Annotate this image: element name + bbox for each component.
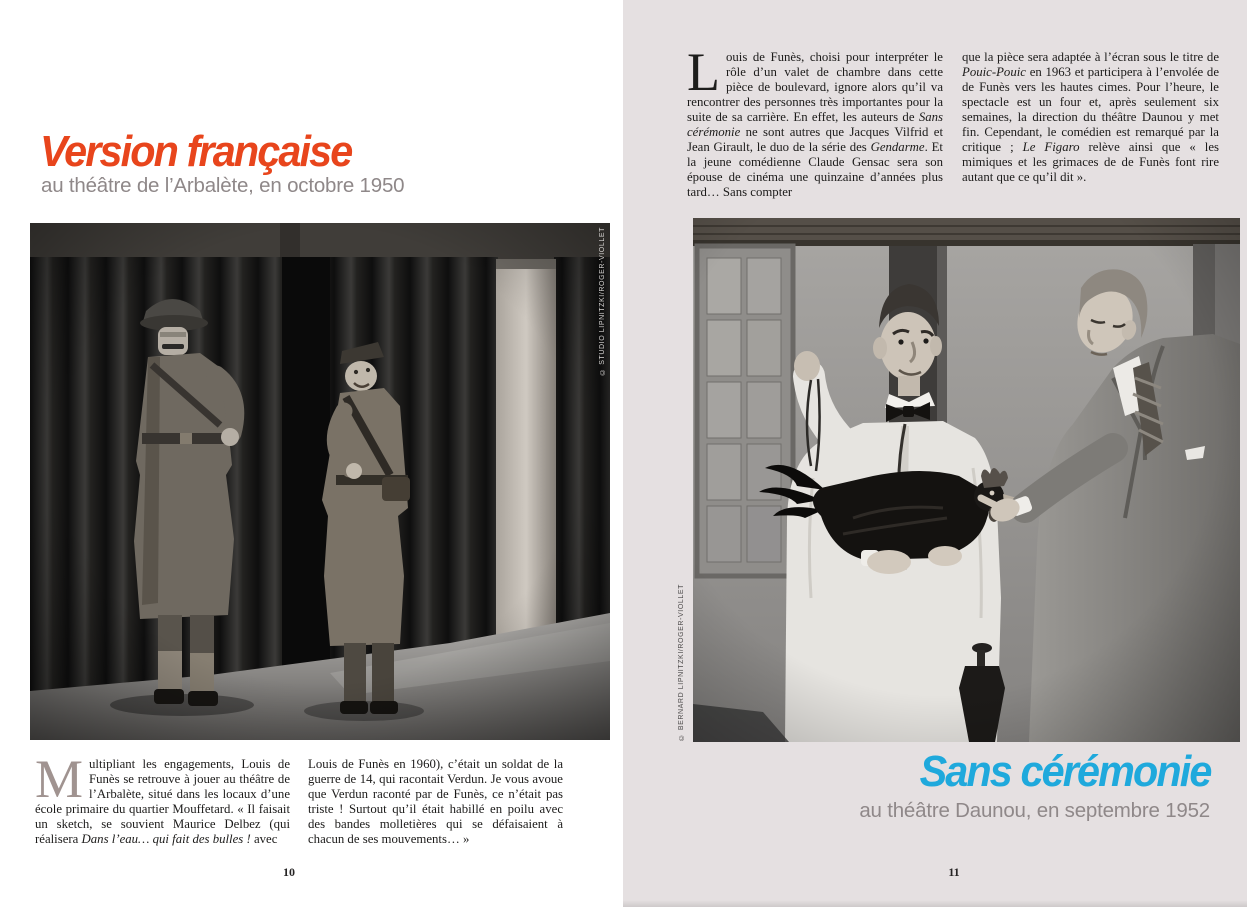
left-page-subtitle: au théâtre de l’Arbalète, en octobre 1950 — [41, 174, 405, 197]
left-photo-credit: © STUDIO LIPNITZKI/ROGER-VIOLLET — [599, 227, 606, 375]
left-body-column-2: Louis de Funès en 1960), c’était un soldat de la guerre de 14, qui racontait Verdun. Je vous avoue que Verdun raconté par de Funès, ce n’était pas triste ! Surtout qu’il était habillé en poilu avec des bandes molletières qui se défaisaient à chacun de ses mouvements… » — [308, 757, 563, 846]
page-number-left: 10 — [283, 865, 295, 879]
photo-vignette — [693, 218, 1240, 742]
right-body-column-1 — [687, 42, 943, 200]
right-page-title: Sans cérémonie — [919, 747, 1210, 796]
drop-cap-m: M — [35, 749, 84, 809]
backstage-photo-illustration — [693, 218, 1240, 742]
left-page-title: Version française — [40, 127, 352, 176]
left-stage-photo — [30, 223, 610, 740]
drop-cap-l: L — [687, 42, 720, 102]
page-number-right: 11 — [948, 865, 960, 879]
page-left — [0, 0, 623, 907]
right-body-column-2: que la pièce sera adaptée à l’écran sous le titre de Pouic-Pouic en 1963 et participera à l’envolée de de Funès vers les hautes cimes. Pour l’heure, le spectacle est un four et, après seulement six semaines, la direction du théâtre Daunou y met fin. Cependant, le comédien est remarqué par la critique ; Le Figaro relève ainsi que « les mimiques et les grimaces de de Funès font rire autant que ce qu’il dit ». — [962, 50, 1220, 184]
left-body-column-1 — [35, 749, 290, 847]
page-edge-shadow — [623, 900, 1247, 907]
right-photo-credit: © BERNARD LIPNITZKI/ROGER-VIOLLET — [678, 583, 685, 740]
right-page-subtitle: au théâtre Daunou, en septembre 1952 — [859, 799, 1210, 822]
page-right — [623, 0, 1247, 907]
right-body-column-1-text: ouis de Funès, choisi pour interpréter le rôle d’un valet de chambre dans cette pièce de boulevard, ignore alors qu’il va rencontrer des personnes très importantes pour la suite de sa carrière. En effet, les auteurs de Sans cérémonie ne sont autres que Jacques Vilfrid et Jean Girault, le duo de la série des Gendarme. Et la jeune comédienne Claude Gensac sera son épouse de cinéma une quinzaine d’années plus tard… Sans compter — [687, 50, 943, 199]
photo-vignette — [30, 223, 610, 740]
right-backstage-photo — [678, 218, 1240, 742]
left-body-column-1-text: ultipliant les engagements, Louis de Funès se retrouve à jouer au théâtre de l’Arbalète, situé dans les locaux d’une école primaire du quartier Mouffetard. « Il faisait un sketch, se souvient Maurice Delbez (qui réalisera Dans l’eau… qui fait des bulles ! avec — [35, 757, 290, 846]
stage-photo-illustration — [30, 223, 610, 740]
